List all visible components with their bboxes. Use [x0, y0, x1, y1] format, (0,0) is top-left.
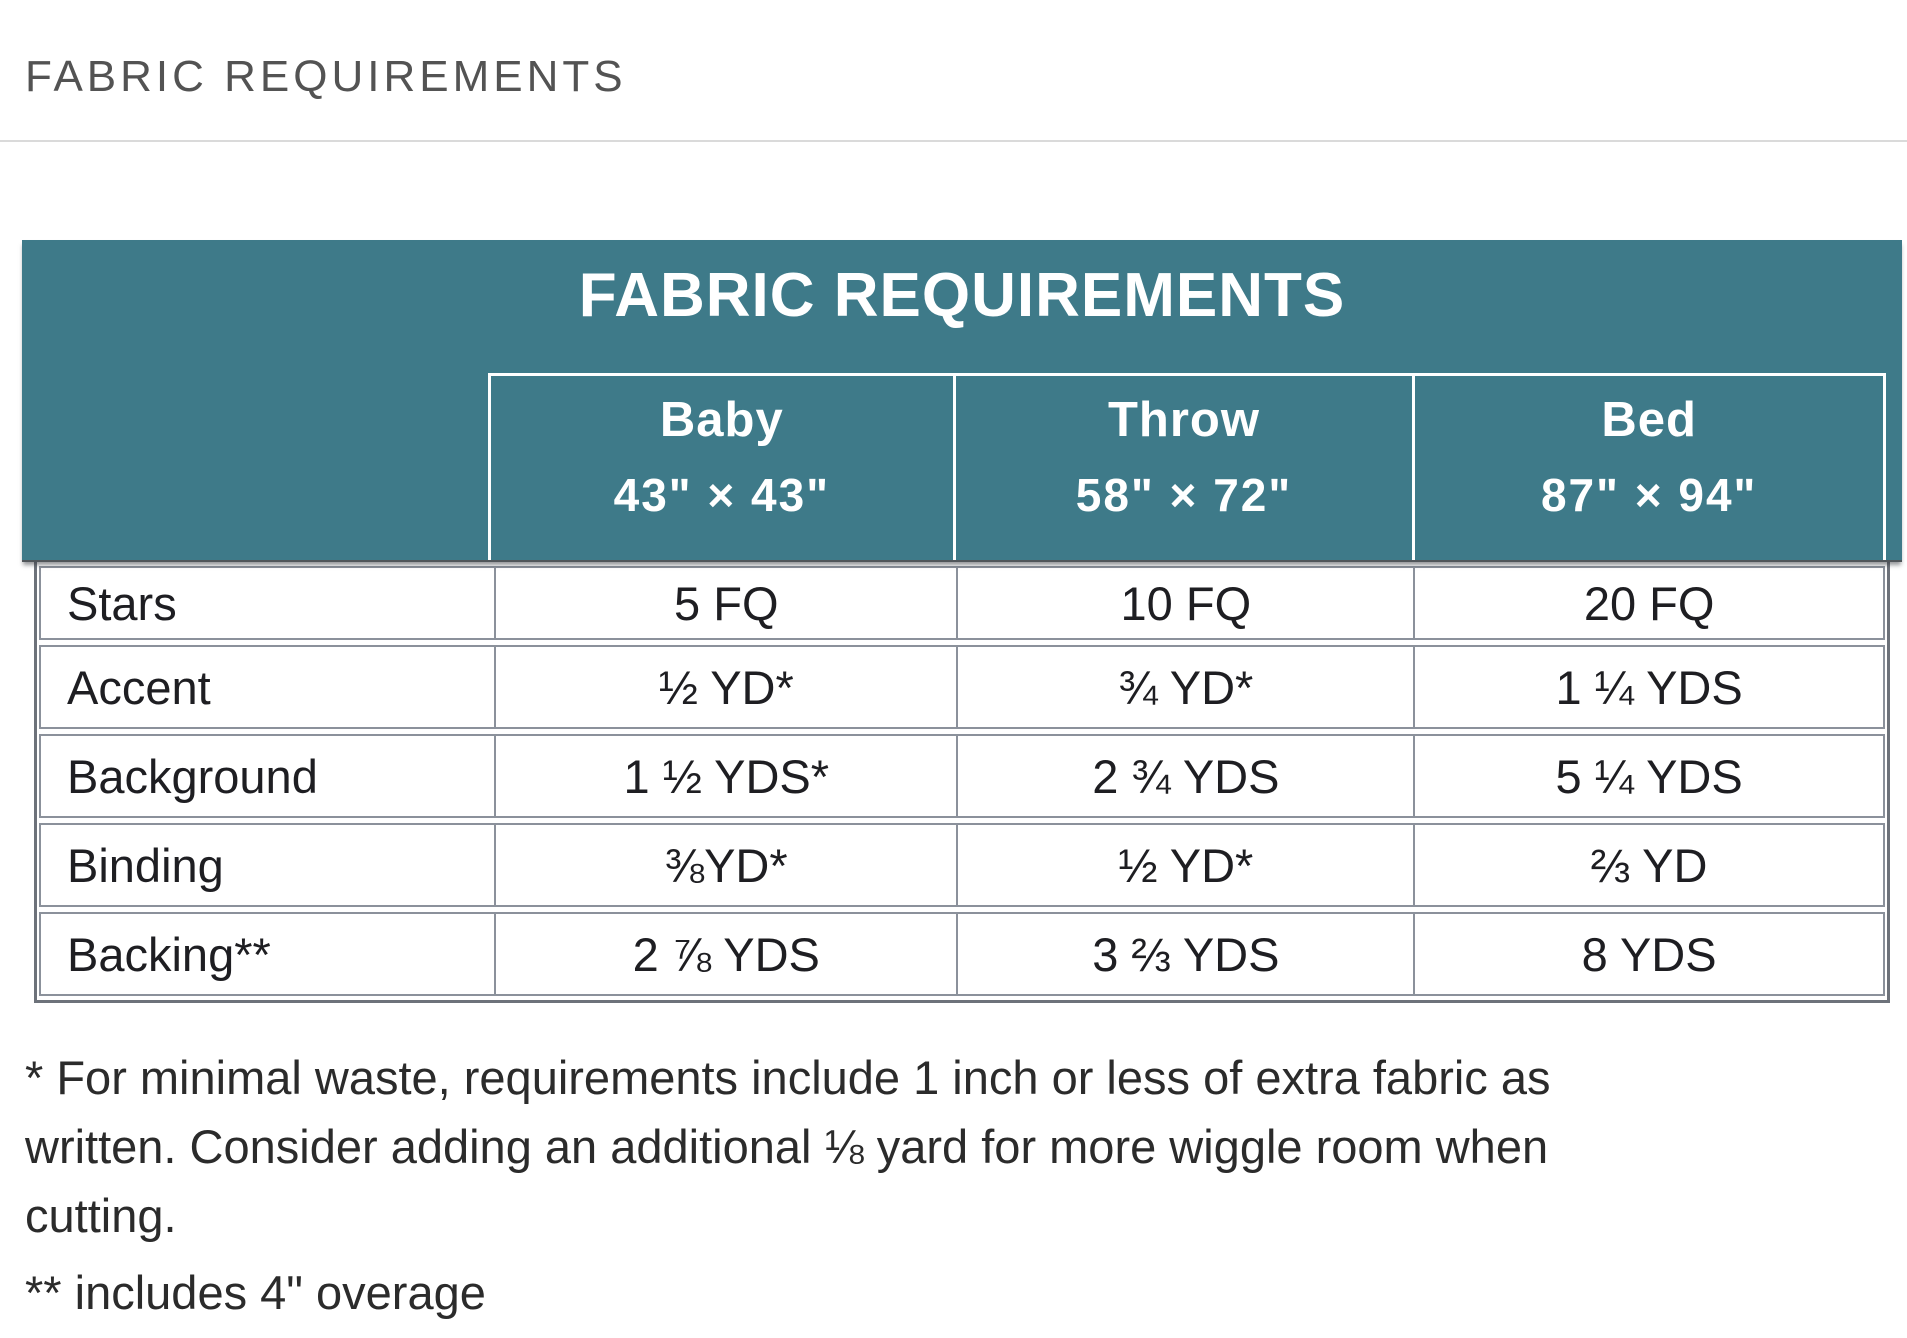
value-cell-baby: ½ YD* — [494, 647, 956, 727]
value-cell-bed: 20 FQ — [1413, 568, 1883, 638]
value-cell-throw: ½ YD* — [956, 825, 1413, 905]
value-cell-bed: ⅔ YD — [1413, 825, 1883, 905]
value-cell-baby: 2 ⅞ YDS — [494, 914, 956, 994]
column-header-throw — [953, 373, 1413, 560]
value-cell-bed: 1 ¼ YDS — [1413, 647, 1883, 727]
footnote-minimal-waste-line-1: * For minimal waste, requirements include 1 inch or less of extra fabric as — [25, 1051, 1551, 1104]
fabric-requirements-table — [22, 240, 1902, 1003]
column-dimensions: 43" × 43" — [613, 469, 831, 521]
column-dimensions: 87" × 94" — [1540, 469, 1758, 521]
table-row-binding — [39, 823, 1885, 907]
table-row-stars — [39, 566, 1885, 640]
row-label: Binding — [67, 838, 224, 892]
horizontal-divider — [0, 140, 1907, 142]
column-header-baby — [488, 373, 953, 560]
value-cell-throw: 10 FQ — [956, 568, 1413, 638]
value-cell-baby: 1 ½ YDS* — [494, 736, 956, 816]
table-row-background — [39, 734, 1885, 818]
footnote-minimal-waste-line-2: written. Consider adding an additional ⅛ yard for more wiggle room when — [25, 1120, 1549, 1173]
row-label: Backing** — [67, 927, 271, 981]
table-title: FABRIC REQUIREMENTS — [578, 261, 1346, 330]
footnote-overage: ** includes 4" overage — [25, 1266, 486, 1319]
table-header-panel — [22, 240, 1902, 562]
table-body — [34, 562, 1890, 1003]
column-name: Bed — [1601, 393, 1697, 447]
page-title: FABRIC REQUIREMENTS — [25, 52, 627, 101]
column-dimensions: 58" × 72" — [1075, 469, 1293, 521]
row-label: Background — [67, 749, 318, 803]
value-cell-bed: 5 ¼ YDS — [1413, 736, 1883, 816]
footnote-minimal-waste-line-3: cutting. — [25, 1189, 177, 1242]
footnotes — [25, 1043, 1907, 1327]
table-row-accent — [39, 645, 1885, 729]
value-cell-throw: 3 ⅔ YDS — [956, 914, 1413, 994]
column-name: Baby — [659, 393, 784, 447]
value-cell-throw: ¾ YD* — [956, 647, 1413, 727]
row-label: Stars — [67, 576, 177, 630]
value-cell-throw: 2 ¾ YDS — [956, 736, 1413, 816]
table-row-backing — [39, 912, 1885, 996]
row-label: Accent — [67, 660, 211, 714]
column-headers — [488, 373, 1886, 560]
value-cell-baby: ⅜YD* — [494, 825, 956, 905]
column-header-bed — [1412, 373, 1886, 560]
value-cell-bed: 8 YDS — [1413, 914, 1883, 994]
value-cell-baby: 5 FQ — [494, 568, 956, 638]
column-name: Throw — [1107, 393, 1260, 447]
